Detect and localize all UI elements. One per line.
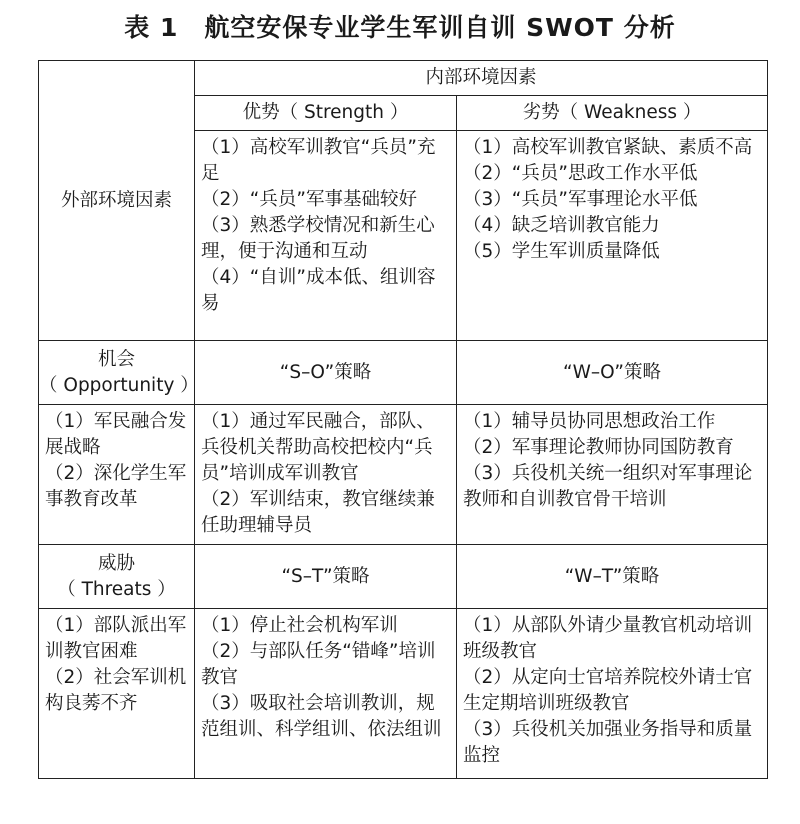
list-item: （3）兵役机关统一组织对军事理论教师和自训教官骨干培训: [463, 463, 753, 510]
external-factors-cell: [39, 61, 195, 341]
threats-label: 威胁 （ Threats ）: [39, 545, 195, 609]
internal-factors-header: 内部环境因素: [195, 61, 768, 96]
wt-strategy-list: [457, 609, 768, 779]
opportunity-list: [39, 405, 195, 545]
list-item: （3）熟悉学校情况和新生心理，便于沟通和互动: [201, 215, 435, 262]
st-strategy-header: “S–T”策略: [195, 545, 457, 609]
wo-strategy-header: “W–O”策略: [457, 341, 768, 405]
list-item: （1）辅导员协同思想政治工作: [463, 411, 716, 432]
so-strategy-list: [195, 405, 457, 545]
list-item: （1）部队派出军训教官困难: [45, 615, 187, 662]
st-strategy-list: [195, 609, 457, 779]
list-item: （4）缺乏培训教官能力: [463, 215, 660, 236]
list-item: （1）通过军民融合，部队、兵役机关帮助高校把校内“兵员”培训成军训教官: [201, 411, 435, 484]
list-item: （1）高校军训教官“兵员”充足: [201, 137, 436, 184]
list-item: （3）“兵员”军事理论水平低: [463, 189, 698, 210]
opportunity-label: 机会 （ Opportunity ）: [39, 341, 195, 405]
strength-list: [195, 131, 457, 341]
list-item: （5）学生军训质量降低: [463, 241, 660, 262]
list-item: （2）与部队任务“错峰”培训教官: [201, 641, 436, 688]
table-title: 表 1 航空安保专业学生军训自训 SWOT 分析: [124, 13, 676, 42]
swot-table: [38, 60, 768, 779]
wo-strategy-list: [457, 405, 768, 545]
list-item: （1）高校军训教官紧缺、素质不高: [463, 137, 753, 158]
list-item: （1）从部队外请少量教官机动培训班级教官: [463, 615, 753, 662]
list-item: （1）停止社会机构军训: [201, 615, 398, 636]
wt-strategy-header: “W–T”策略: [457, 545, 768, 609]
list-item: （2）社会军训机构良莠不齐: [45, 667, 187, 714]
external-factors-label: 外部环境因素: [60, 189, 172, 211]
weakness-header: 劣势（ Weakness ）: [457, 96, 768, 131]
strength-header: 优势（ Strength ）: [195, 96, 457, 131]
list-item: （2）“兵员”思政工作水平低: [463, 163, 698, 184]
list-item: （3）吸取社会培训教训，规范组训、科学组训、依法组训: [201, 693, 442, 740]
list-item: （1）军民融合发展战略: [45, 411, 187, 458]
weakness-list: [457, 131, 768, 341]
so-strategy-header: “S–O”策略: [195, 341, 457, 405]
list-item: （4）“自训”成本低、组训容易: [201, 267, 436, 314]
list-item: （3）兵役机关加强业务指导和质量监控: [463, 719, 753, 766]
list-item: （2）深化学生军事教育改革: [45, 463, 187, 510]
list-item: （2）军训结束，教官继续兼任助理辅导员: [201, 489, 435, 536]
list-item: （2）“兵员”军事基础较好: [201, 189, 417, 210]
threats-list: [39, 609, 195, 779]
list-item: （2）军事理论教师协同国防教育: [463, 437, 734, 458]
list-item: （2）从定向士官培养院校外请士官生定期培训班级教官: [463, 667, 753, 714]
